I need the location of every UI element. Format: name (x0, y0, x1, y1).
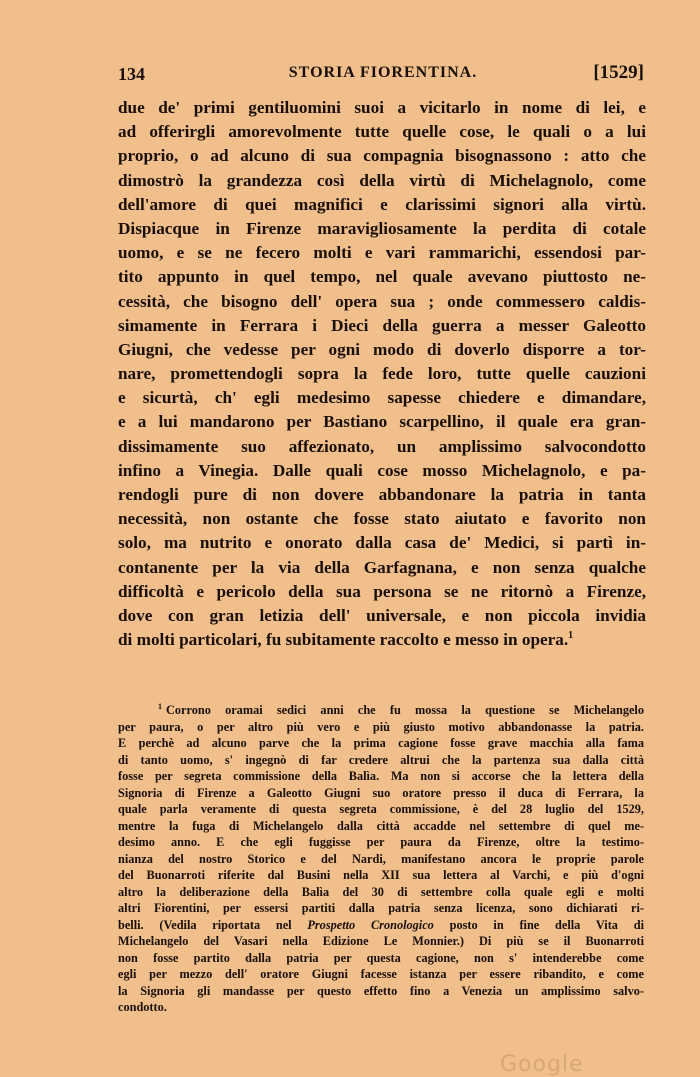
text-line: due de' primi gentiluomini suoi a vicitarlo in nome di lei, e (118, 98, 646, 117)
footnote-line: Signoria di Firenze a Galeotto Giugni suo oratore presso il duca di Ferrara, la (118, 785, 644, 800)
footnote-line: nianza del nostro Storico e del Nardi, manifestano ancora le proprie parole (118, 851, 644, 866)
text-line: simamente in Ferrara i Dieci della guerra a messer Galeotto (118, 315, 646, 335)
footnote-line: egli per mezzo dell' oratore Giugni facesse istanza per essere ribandito, e come (118, 967, 644, 981)
footnote-line: E perchè ad alcuno parve che la prima cagione fosse grave macchia alla fama (118, 736, 644, 750)
text-line: e sicurtà, ch' egli medesimo sapesse chiedere e dimandare, (118, 388, 646, 408)
text-line: e a lui mandarono per Bastiano scarpellino, il quale era gran- (118, 412, 646, 432)
digitizer-watermark: Google (500, 1052, 584, 1077)
text-line: difficoltà e pericolo della sua persona se ne ritornò a Firenze, (118, 581, 646, 601)
footnote-line: condotto. (118, 1000, 167, 1014)
text-line: cessità, che bisogno dell' opera sua ; onde commessero caldis- (118, 291, 646, 311)
page-number: 134 (118, 64, 145, 84)
footnote-line: mentre la fuga di Michelangelo dalla città accadde nel settembre di quel me- (118, 818, 644, 833)
footnote-line: del Buonarroti riferite dal Busini nella XII sua lettera al Varchi, e più d'ogni (118, 868, 644, 882)
text-line: necessità, non ostante che fosse stato aiutato e favorito non (118, 509, 646, 529)
footnote-line (118, 702, 644, 719)
footnote-line: quale parla veramente di questa segreta commissione, è del 28 luglio del 1529, (118, 802, 644, 816)
text-line: dove con gran letizia dell' universale, e non piccola invidia (118, 605, 646, 625)
text-line: nare, promettendogli sopra la fede loro, tutte quelle cauzioni (118, 364, 646, 384)
text-line: Giugni, che vedesse per ogni modo di doverlo disporre a tor- (118, 339, 646, 359)
footnote-line-content: Corrono oramai sedici anni che fu mossa la questione se Michelangelo (166, 703, 644, 717)
footnote-marker: 1 (158, 702, 162, 711)
text-line: tito appunto in quel tempo, nel quale avevano piuttosto ne- (118, 267, 646, 287)
footnote-line: di tanto uomo, s' ingegnò di far credere altrui che la partenza sua dalla città (118, 752, 644, 767)
text-line: ad offerirgli amorevolmente tutte quelle cose, le quali o a lui (118, 122, 646, 142)
main-text (118, 96, 646, 652)
footnote-text-before-title: belli. (Vedila riportata nel (118, 917, 292, 932)
text-line: contanente per la via della Garfagnana, e non senza qualche (118, 557, 646, 577)
footnote-text-after-title: posto in fine della Vita di (449, 917, 644, 932)
text-line: dissimamente suo affezionato, un amplissimo salvocondotto (118, 436, 646, 456)
cited-work-title: Prospetto Cronologico (307, 917, 434, 932)
text-line: Dispiacque in Firenze maravigliosamente la perdita di cotale (118, 218, 646, 238)
footnote-line-with-title (118, 917, 644, 934)
text-line: rendogli pure di non dovere abbandonare la patria in tanta (118, 485, 646, 504)
footnote-reference[interactable]: 1 (568, 630, 574, 642)
text-line: solo, ma nutrito e onorato dalla casa de' Medici, si partì in- (118, 533, 646, 553)
page-header (118, 64, 648, 92)
footnote-line: per paura, o per altro più vero e più giusto motivo abbandonasse la patria. (118, 719, 644, 734)
footnote-line: la Signoria gli mandasse per questo effetto fino a Venezia un amplissimo salvo- (118, 983, 644, 998)
footnote (118, 702, 644, 1016)
footnote-line: desimo anno. E che egli fuggisse per paura da Firenze, oltre la testimo- (118, 835, 644, 849)
text-line-last-content: di molti particolari, fu subitamente raccolto e messo in opera. (118, 630, 569, 650)
footnote-line: altri Fiorentini, per essersi partiti dalla patria senza licenza, sono dichiarati ri- (118, 901, 644, 915)
text-line: uomo, e se ne fecero molti e vari rammarichi, essendosi par- (118, 243, 646, 263)
text-line: dell'amore di quei magnifici e clarissimi signori alla virtù. (118, 194, 646, 214)
text-line: proprio, o ad alcuno di sua compagnia bisognassono : atto che (118, 146, 646, 166)
year-marker: [1529] (593, 62, 644, 83)
running-title: STORIA FIORENTINA. (288, 64, 478, 81)
footnote-line: fosse per segreta commissione della Balìa. Ma non si accorse che la lettera della (118, 769, 644, 783)
footnote-line: altro la deliberazione della Balìa del 30 di settembre colla quale egli e molti (118, 884, 644, 899)
footnote-line: non fosse partito dalla patria per questa cagione, non s' intenderebbe come (118, 950, 644, 965)
footnote-line: Michelangelo del Vasari nella Edizione Le Monnier.) Di più se il Buonarroti (118, 934, 644, 948)
text-line: infino a Vinegia. Dalle quali cose mosso Michelagnolo, e pa- (118, 460, 646, 480)
text-line-last (118, 628, 646, 652)
text-line: dimostrò la grandezza così della virtù di Michelagnolo, come (118, 170, 646, 190)
